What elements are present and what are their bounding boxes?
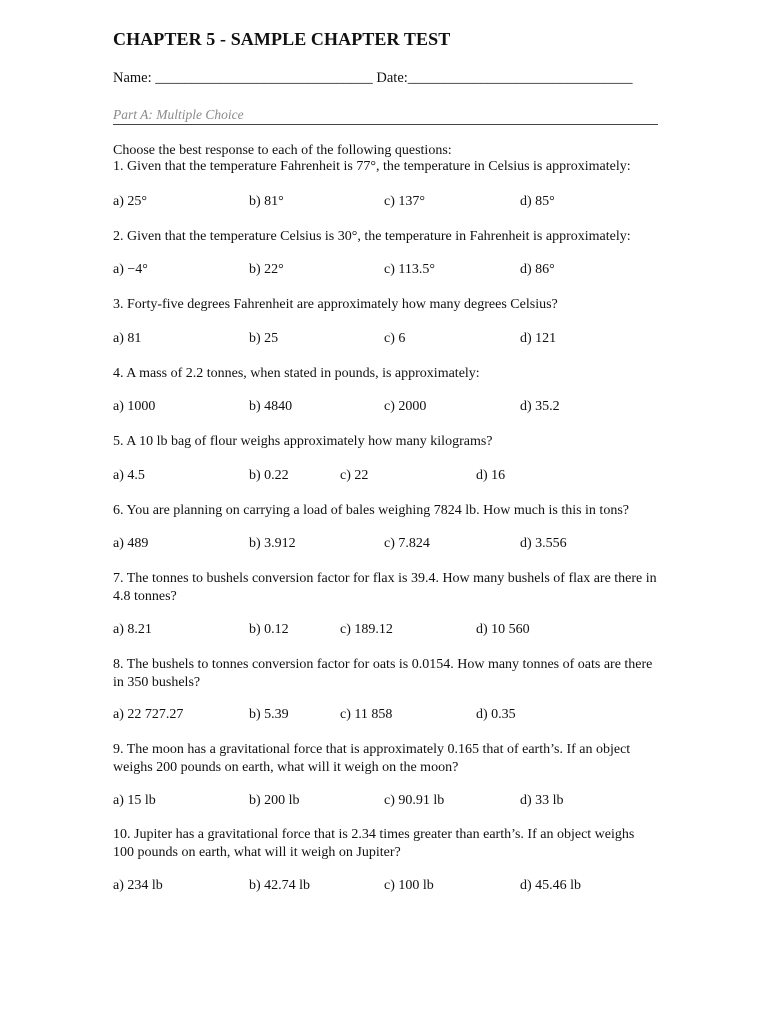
answer-10a: a) 234 lb	[113, 878, 163, 893]
name-date-line: Name: ______________________________ Date:_______________________________	[113, 70, 633, 86]
page-title: CHAPTER 5 - SAMPLE CHAPTER TEST	[113, 29, 451, 49]
question-3: 3. Forty-five degrees Fahrenheit are approximately how many degrees Celsius?	[113, 297, 558, 312]
answer-1b: b) 81°	[249, 194, 284, 209]
answer-10b: b) 42.74 lb	[249, 878, 311, 893]
answer-7a: a) 8.21	[113, 622, 152, 637]
answer-10c: c) 100 lb	[384, 878, 434, 893]
question-5: 5. A 10 lb bag of flour weighs approximately how many kilograms?	[113, 434, 493, 449]
answer-1c: c) 137°	[384, 194, 425, 209]
instructions: Choose the best response to each of the following questions:	[113, 143, 452, 158]
part-a-heading: Part A: Multiple Choice	[113, 107, 658, 125]
answer-9b: b) 200 lb	[249, 793, 300, 808]
answer-8d: d) 0.35	[476, 707, 516, 722]
answer-8a: a) 22 727.27	[113, 707, 184, 722]
question-1: 1. Given that the temperature Fahrenheit is 77°, the temperature in Celsius is approximately:	[113, 159, 631, 174]
answer-2b: b) 22°	[249, 262, 284, 277]
answer-3a: a) 81	[113, 331, 142, 346]
question-6: 6. You are planning on carrying a load of bales weighing 7824 lb. How much is this in tons?	[113, 503, 629, 518]
answer-6d: d) 3.556	[520, 536, 567, 551]
answer-4a: a) 1000	[113, 399, 156, 414]
answer-8b: b) 5.39	[249, 707, 289, 722]
question-4: 4. A mass of 2.2 tonnes, when stated in pounds, is approximately:	[113, 366, 480, 381]
answer-5c: c) 22	[340, 468, 369, 483]
answer-10d: d) 45.46 lb	[520, 878, 582, 893]
answer-4d: d) 35.2	[520, 399, 560, 414]
answer-3c: c) 6	[384, 331, 406, 346]
answer-6c: c) 7.824	[384, 536, 430, 551]
answer-7c: c) 189.12	[340, 622, 393, 637]
answer-9c: c) 90.91 lb	[384, 793, 445, 808]
answer-2c: c) 113.5°	[384, 262, 435, 277]
answer-5b: b) 0.22	[249, 468, 289, 483]
question-8: 8. The bushels to tonnes conversion factor for oats is 0.0154. How many tonnes of oats are there in 350 bushels?	[113, 657, 653, 690]
answer-7b: b) 0.12	[249, 622, 289, 637]
answer-7d: d) 10 560	[476, 622, 530, 637]
answer-4c: c) 2000	[384, 399, 427, 414]
answer-5d: d) 16	[476, 468, 506, 483]
answer-2d: d) 86°	[520, 262, 555, 277]
question-7: 7. The tonnes to bushels conversion factor for flax is 39.4. How many bushels of flax are there in 4.8 tonnes?	[113, 571, 657, 604]
answer-3d: d) 121	[520, 331, 557, 346]
question-10: 10. Jupiter has a gravitational force that is 2.34 times greater than earth’s. If an object weighs 100 pounds on earth, what will it weigh on Jupiter?	[113, 827, 635, 860]
answer-1a: a) 25°	[113, 194, 147, 209]
answer-9a: a) 15 lb	[113, 793, 156, 808]
answer-3b: b) 25	[249, 331, 279, 346]
answer-6a: a) 489	[113, 536, 149, 551]
answer-1d: d) 85°	[520, 194, 555, 209]
answer-4b: b) 4840	[249, 399, 293, 414]
answer-2a: a) −4°	[113, 262, 148, 277]
answer-5a: a) 4.5	[113, 468, 145, 483]
question-9: 9. The moon has a gravitational force that is approximately 0.165 that of earth’s. If an object weighs 200 pounds on earth, what will it weigh on the moon?	[113, 742, 631, 775]
answer-8c: c) 11 858	[340, 707, 393, 722]
question-2: 2. Given that the temperature Celsius is 30°, the temperature in Fahrenheit is approximately:	[113, 229, 631, 244]
answer-9d: d) 33 lb	[520, 793, 564, 808]
answer-6b: b) 3.912	[249, 536, 296, 551]
